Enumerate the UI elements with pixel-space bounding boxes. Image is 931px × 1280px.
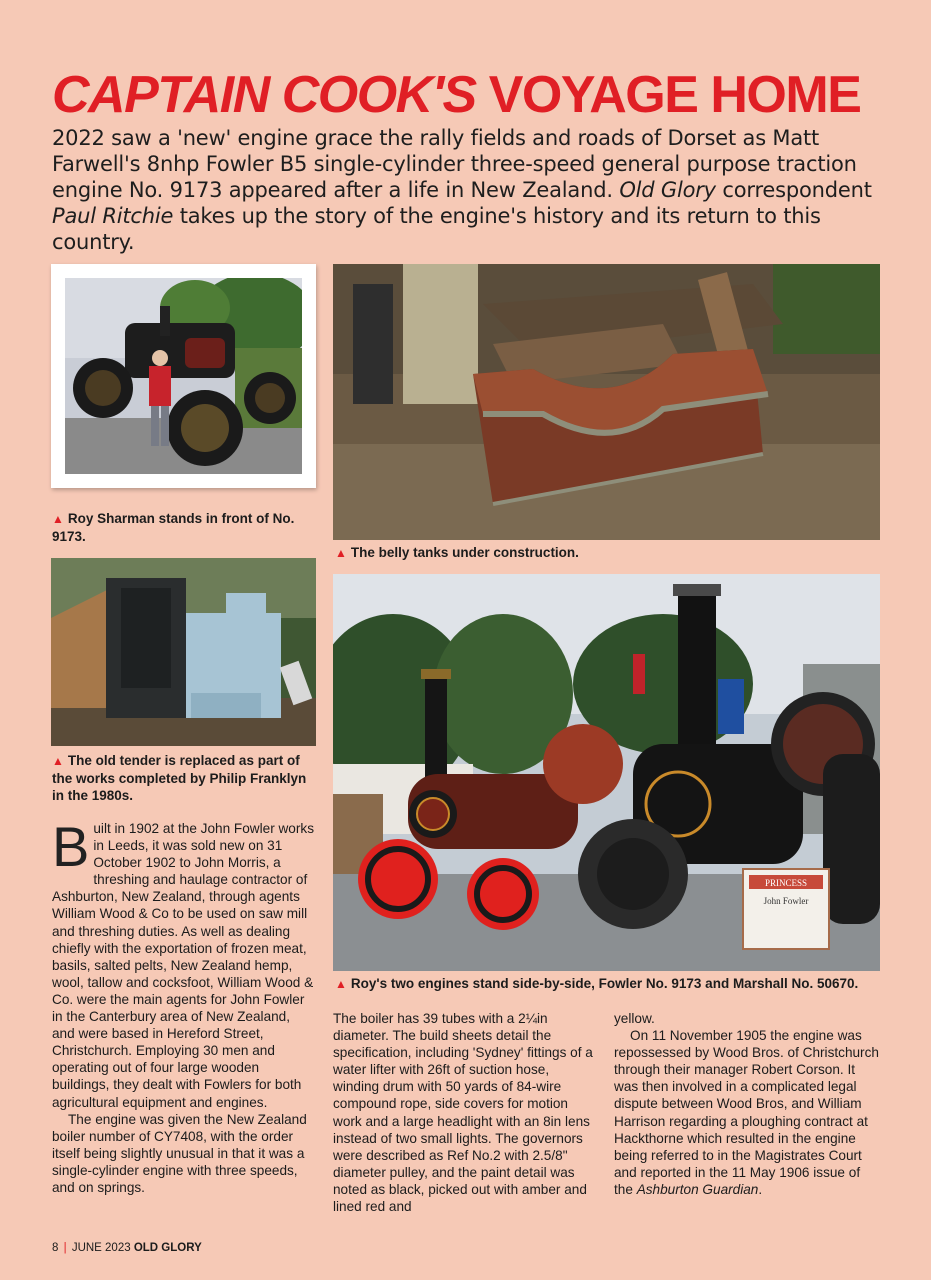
standfirst-publication: Old Glory — [619, 178, 716, 202]
standfirst-text3: takes up the story of the engine's history and its return to this country. — [52, 204, 821, 254]
headline — [52, 64, 902, 126]
col3-paragraph-1: yellow. — [614, 1011, 655, 1026]
belly-tanks-image — [333, 264, 880, 540]
caption-triangle-icon: ▲ — [335, 977, 347, 991]
caption-roy — [52, 510, 312, 545]
standfirst-text1: 2022 saw a 'new' engine grace the rally fields and roads of Dorset as Matt Farwell's 8nhp Fowler B5 single-cylinder three-speed general purpose traction engine No. 9173 appeared after a life in New Zealand. — [52, 126, 857, 202]
col2-paragraph-1: The boiler has 39 tubes with a 2¼in diameter. The build sheets detail the specification, including 'Sydney' fittings of a water lifter with 26ft of suction hose, winding drum with 50 yards of 84-wire compound rope, side covers for motion work and a large headlight with an 8in lens instead of two small lights. The governors were described as Ref No.2 with 2.5/8" diameter pulley, and the paint detail was noted as black, picked out with amber and lined red and — [333, 1011, 593, 1215]
footer-issue: JUNE 2023 — [71, 1242, 131, 1254]
page-footer — [52, 1242, 202, 1254]
photo-belly-tanks — [333, 264, 880, 540]
caption-triangle-icon: ▲ — [335, 546, 347, 560]
standfirst-text2: correspondent — [722, 178, 872, 202]
tender-image — [51, 558, 316, 746]
dropcap: B — [52, 815, 90, 878]
caption-triangle-icon: ▲ — [52, 512, 64, 526]
photo-roy-sharman — [51, 264, 316, 488]
col3-publication: Ashburton Guardian — [636, 1181, 759, 1197]
caption-belly — [335, 544, 875, 562]
col1-paragraph-1: uilt in 1902 at the John Fowler works in Leeds, it was sold new on 31 October 1902 to John Morris, a threshing and haulage contractor of Ashburton, New Zealand, through agents William Wood & Co to be used on saw mill and threshing duties. As well as dealing chiefly with the exportation of frozen meat, basils, salted pelts, New Zealand hemp, wool, tallow and cocksfoot, William Wood & Co. were the main agents for John Fowler in the Canterbury area of New Zealand, and were based in Hereford Street, Christchurch. Employing 30 men and operating out of four large wooden buildings, they dealt with Fowlers for both agricultural equipment and engines. — [52, 821, 314, 1110]
caption-two-engines — [335, 975, 895, 993]
col1-paragraph-2: The engine was given the New Zealand boiler number of CY7408, with the order itself being slightly unusual in that it was a single-cylinder engine with three speeds, and on springs. — [52, 1111, 307, 1195]
caption-triangle-icon: ▲ — [52, 754, 64, 768]
footer-separator: | — [63, 1242, 67, 1254]
headline-part2: VOYAGE HOME — [488, 66, 861, 124]
two-engines-image — [333, 574, 880, 971]
photo-two-engines — [333, 574, 880, 971]
standfirst — [52, 125, 882, 255]
body-column-2 — [333, 1010, 595, 1215]
col3-period: . — [758, 1181, 763, 1197]
caption-two-engines-text: Roy's two engines stand side-by-side, Fowler No. 9173 and Marshall No. 50670. — [350, 976, 859, 991]
footer-brand: OLD GLORY — [133, 1242, 202, 1254]
sign-title-text: PRINCESS — [764, 878, 808, 888]
standfirst-author: Paul Ritchie — [52, 204, 174, 228]
col3-paragraph-2: On 11 November 1905 the engine was repossessed by Wood Bros. of Christchurch through their manager Robert Corson. It was then involved in a complicated legal dispute between Wood Bros, and William Harrison regarding a ploughing contract at Hackthorne which resulted in the engine being referred to in the Magistrates Court and reported in the 11 May 1906 issue of the — [614, 1028, 879, 1197]
page-number: 8 — [52, 1242, 59, 1254]
caption-belly-text: The belly tanks under construction. — [350, 545, 579, 560]
headline-part1: CAPTAIN COOK'S — [52, 66, 476, 124]
body-column-1 — [52, 815, 314, 1196]
roy-sharman-image — [65, 278, 302, 474]
caption-tender-text: The old tender is replaced as part of the works completed by Philip Franklyn in the 1980s. — [52, 753, 307, 803]
body-column-3 — [614, 1010, 880, 1198]
caption-roy-text: Roy Sharman stands in front of No. 9173. — [52, 511, 295, 544]
caption-tender — [52, 752, 317, 804]
photo-tender — [51, 558, 316, 746]
sign-maker-text: John Fowler — [763, 896, 809, 906]
